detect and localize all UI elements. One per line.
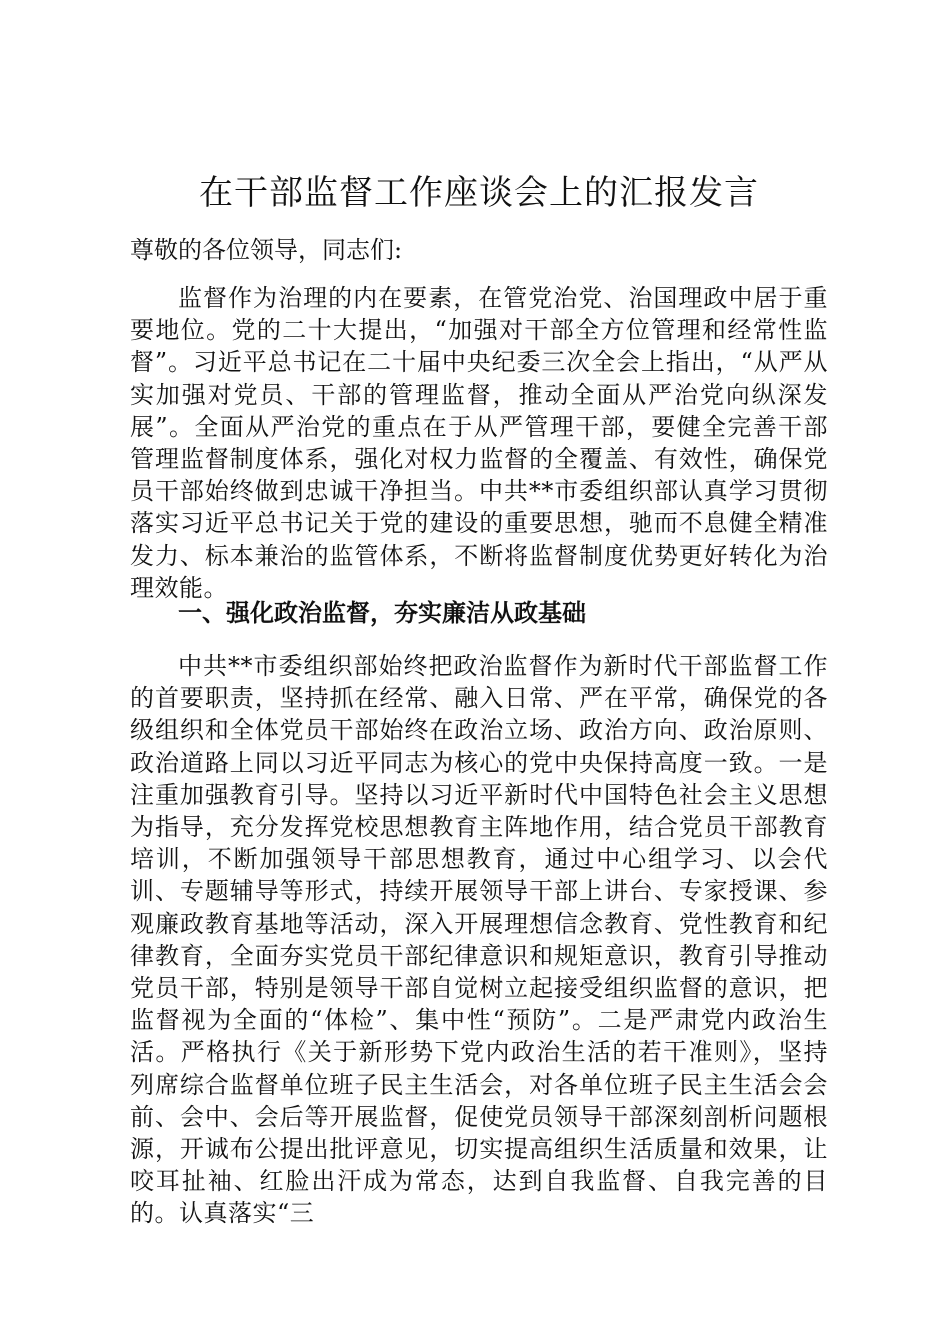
salutation: 尊敬的各位领导，同志们: bbox=[130, 236, 403, 264]
paragraph-section-1: 中共**市委组织部始终把政治监督作为新时代干部监督工作的首要职责，坚持抓在经常、融入日常、严在平常，确保党的各级组织和全体党员干部始终在政治立场、政治方向、政治原则、政治道路上同以习近平同志为核心的党中央保持高度一致。一是注重加强教育引导。坚持以习近平新时代中国特色社会主义思想为指导，充分发挥党校思想教育主阵地作用，结合党员干部教育培训，不断加强领导干部思想教育，通过中心组学习、以会代训、专题辅导等形式，持续开展领导干部上讲台、专家授课、参观廉政教育基地等活动，深入开展理想信念教育、党性教育和纪律教育，全面夯实党员干部纪律意识和规矩意识，教育引导推动党员干部，特别是领导干部自觉树立起接受组织监督的意识，把监督视为全面的“体检”、集中性“预防”。二是严肃党内政治生活。严格执行《关于新形势下党内政治生活的若干准则》，坚持列席综合监督单位班子民主生活会，对各单位班子民主生活会会前、会中、会后等开展监督，促使党员领导干部深刻剖析问题根源，开诚布公提出批评意见，切实提高组织生活质量和效果，让咬耳扯袖、红脸出汗成为常态，达到自我监督、自我完善的目的。认真落实“三 bbox=[130, 652, 828, 1228]
section-heading-1: 一、强化政治监督，夯实廉洁从政基础 bbox=[178, 599, 586, 627]
paragraph-intro: 监督作为治理的内在要素，在管党治党、治国理政中居于重要地位。党的二十大提出，“加强对干部全方位管理和经常性监督”。习近平总书记在二十届中央纪委三次全会上指出，“从严从实加强对党员、干部的管理监督，推动全面从严治党向纵深发展”。全面从严治党的重点在于从严管理干部，要健全完善干部管理监督制度体系，强化对权力监督的全覆盖、有效性，确保党员干部始终做到忠诚干净担当。中共**市委组织部认真学习贯彻落实习近平总书记关于党的建设的重要思想，驰而不息健全精准发力、标本兼治的监管体系，不断将监督制度优势更好转化为治理效能。 bbox=[130, 284, 828, 602]
document-title: 在干部监督工作座谈会上的汇报发言 bbox=[199, 173, 759, 213]
